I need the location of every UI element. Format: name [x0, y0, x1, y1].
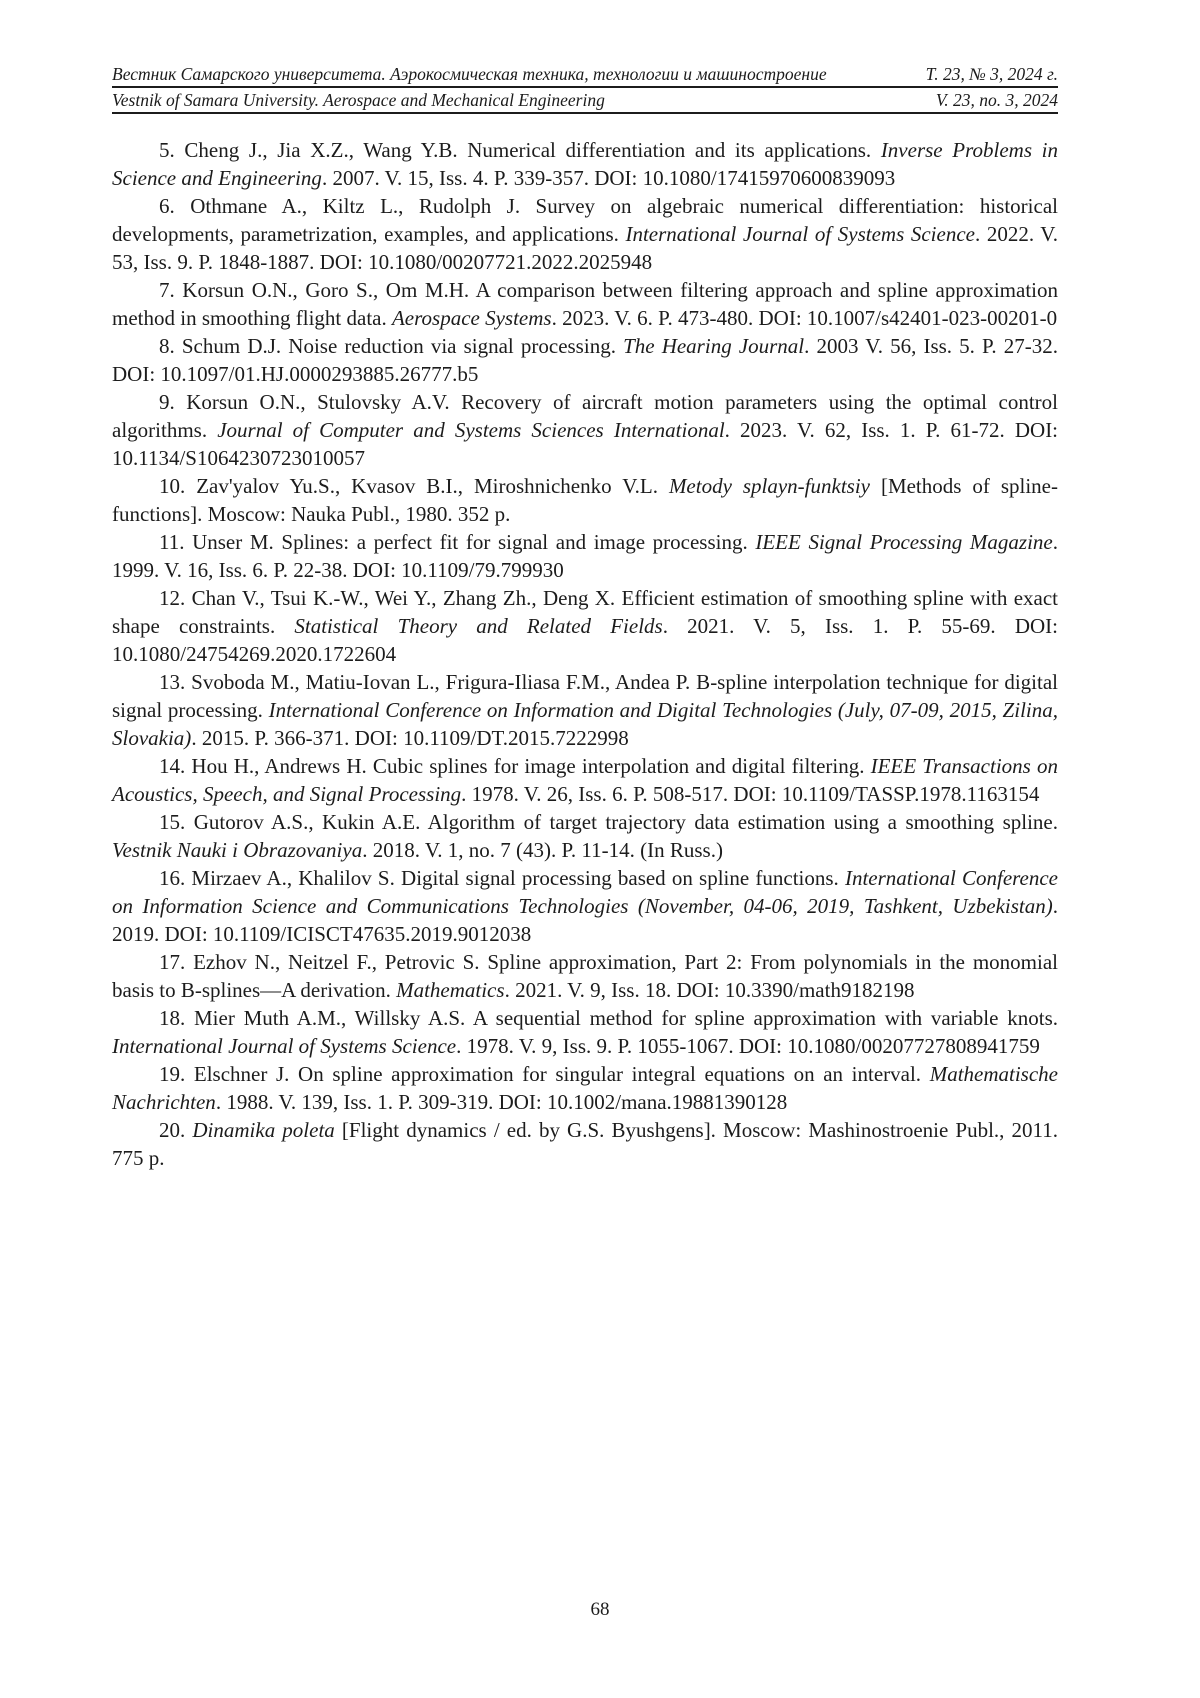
reference-text: . 2007. V. 15, Iss. 4. P. 339-357. DOI: 10.1080/17415970600839093 [321, 166, 896, 190]
reference-source-title: IEEE Signal Processing Magazine [755, 530, 1053, 554]
reference-source-title: IEEE Transactions on Acoustics, Speech, and Signal Processing [112, 754, 1058, 806]
reference-item-15 [112, 808, 1058, 864]
reference-item-8 [112, 332, 1058, 388]
reference-text: 18. Mier Muth A.M., Willsky A.S. A sequential method for spline approximation with variable knots. [159, 1006, 1058, 1030]
journal-title-ru: Вестник Самарского университета. Аэрокосмическая техника, технологии и машиностроение [112, 64, 827, 84]
reference-text: 19. Elschner J. On spline approximation for singular integral equations on an interval. [159, 1062, 930, 1086]
reference-item-7 [112, 276, 1058, 332]
reference-item-17 [112, 948, 1058, 1004]
reference-item-14 [112, 752, 1058, 808]
reference-item-5 [112, 136, 1058, 192]
reference-text: 16. Mirzaev A., Khalilov S. Digital signal processing based on spline functions. [159, 866, 845, 890]
reference-text: 11. Unser M. Splines: a perfect fit for signal and image processing. [159, 530, 756, 554]
reference-text: [Methods of spline-functions]. Moscow: Nauka Publ., 1980. 352 p. [112, 474, 1058, 526]
reference-text: . 1988. V. 139, Iss. 1. P. 309-319. DOI: 10.1002/mana.19881390128 [215, 1090, 788, 1114]
reference-source-title: Journal of Computer and Systems Sciences International [217, 418, 725, 442]
reference-text: . 2021. V. 5, Iss. 1. P. 55-69. DOI: 10.1080/24754269.2020.1722604 [112, 614, 1058, 666]
reference-text: 7. Korsun O.N., Goro S., Om M.H. A comparison between filtering approach and spline approximation method in smoothing flight data. [112, 278, 1058, 330]
reference-source-title: Statistical Theory and Related Fields [294, 614, 663, 638]
reference-text: . 2023. V. 6. P. 473-480. DOI: 10.1007/s42401-023-00201-0 [551, 306, 1058, 330]
reference-source-title: Aerospace Systems [391, 306, 552, 330]
reference-text: . 1999. V. 16, Iss. 6. P. 22-38. DOI: 10.1109/79.799930 [112, 530, 1058, 582]
journal-header [112, 62, 1058, 114]
reference-item-10 [112, 472, 1058, 528]
references-list [112, 136, 1058, 1172]
reference-source-title: International Conference on Information Science and Communications Technologies (November, 04-06, 2019, Tashkent, Uzbekistan) [112, 866, 1058, 918]
reference-item-16 [112, 864, 1058, 948]
reference-text: 15. Gutorov A.S., Kukin A.E. Algorithm of target trajectory data estimation using a smoothing spline. [159, 810, 1058, 834]
reference-item-6 [112, 192, 1058, 276]
reference-text: 9. Korsun O.N., Stulovsky A.V. Recovery of aircraft motion parameters using the optimal control algorithms. [112, 390, 1058, 442]
reference-text: 8. Schum D.J. Noise reduction via signal processing. [159, 334, 624, 358]
reference-text: . 2022. V. 53, Iss. 9. P. 1848-1887. DOI: 10.1080/00207721.2022.2025948 [112, 222, 1058, 274]
reference-item-9 [112, 388, 1058, 472]
page-number: 68 [590, 1599, 610, 1620]
reference-item-19 [112, 1060, 1058, 1116]
reference-text: 13. Svoboda M., Matiu-Iovan L., Frigura-Iliasa F.M., Andea P. B-spline interpolation technique for digital signal processing. [112, 670, 1058, 722]
reference-text: 14. Hou H., Andrews H. Cubic splines for image interpolation and digital filtering. [159, 754, 871, 778]
reference-source-title: International Conference on Information and Digital Technologies (July, 07-09, 2015, Zilina, Slovakia) [112, 698, 1058, 750]
reference-source-title: Inverse Problems in Science and Engineering [112, 138, 1058, 190]
journal-header-line-ru [112, 62, 1058, 88]
journal-header-line-en [112, 88, 1058, 114]
reference-text: 17. Ezhov N., Neitzel F., Petrovic S. Spline approximation, Part 2: From polynomials in the monomial basis to B-splines—A derivation. [112, 950, 1058, 1002]
reference-source-title: The Hearing Journal [623, 334, 805, 358]
page-footer [0, 1598, 1200, 1622]
reference-text: . 2019. DOI: 10.1109/ICISCT47635.2019.9012038 [112, 894, 1058, 946]
reference-text: . 2023. V. 62, Iss. 1. P. 61-72. DOI: 10.1134/S1064230723010057 [112, 418, 1059, 470]
reference-text: 10. Zav'yalov Yu.S., Kvasov B.I., Miroshnichenko V.L. [159, 474, 669, 498]
reference-text: 6. Othmane A., Kiltz L., Rudolph J. Survey on algebraic numerical differentiation: historical developments, parametrization, examples, and applications. [112, 194, 1058, 246]
reference-text: . 2018. V. 1, no. 7 (43). P. 11-14. (In Russ.) [362, 838, 723, 862]
reference-source-title: Vestnik Nauki i Obrazovaniya [112, 838, 363, 862]
reference-source-title: International Journal of Systems Science [112, 1034, 457, 1058]
reference-text: . 2003 V. 56, Iss. 5. P. 27-32. DOI: 10.1097/01.HJ.0000293885.26777.b5 [112, 334, 1058, 386]
reference-text: 20. [159, 1118, 193, 1142]
reference-source-title: Mathematische Nachrichten [112, 1062, 1058, 1114]
reference-text: 12. Chan V., Tsui K.-W., Wei Y., Zhang Zh., Deng X. Efficient estimation of smoothing spline with exact shape constraints. [112, 586, 1058, 638]
reference-text: . 1978. V. 9, Iss. 9. P. 1055-1067. DOI: 10.1080/00207727808941759 [456, 1034, 1040, 1058]
reference-source-title: Mathematics [396, 978, 505, 1002]
reference-item-13 [112, 668, 1058, 752]
reference-source-title: Dinamika poleta [192, 1118, 335, 1142]
journal-title-en: Vestnik of Samara University. Aerospace and Mechanical Engineering [112, 90, 605, 110]
reference-source-title: Metody splayn-funktsiy [668, 474, 870, 498]
reference-item-20 [112, 1116, 1058, 1172]
journal-issue-ru: Т. 23, № 3, 2024 г. [925, 64, 1058, 84]
reference-text: [Flight dynamics / ed. by G.S. Byushgens]. Moscow: Mashinostroenie Publ., 2011. 775 p. [112, 1118, 1059, 1170]
journal-issue-en: V. 23, no. 3, 2024 [935, 90, 1058, 110]
reference-item-11 [112, 528, 1058, 584]
reference-text: . 1978. V. 26, Iss. 6. P. 508-517. DOI: 10.1109/TASSP.1978.1163154 [461, 782, 1040, 806]
reference-text: 5. Cheng J., Jia X.Z., Wang Y.B. Numerical differentiation and its applications. [159, 138, 881, 162]
reference-text: . 2021. V. 9, Iss. 18. DOI: 10.3390/math9182198 [504, 978, 915, 1002]
reference-item-18 [112, 1004, 1058, 1060]
reference-source-title: International Journal of Systems Science [625, 222, 975, 246]
reference-text: . 2015. P. 366-371. DOI: 10.1109/DT.2015.7222998 [191, 726, 629, 750]
reference-item-12 [112, 584, 1058, 668]
